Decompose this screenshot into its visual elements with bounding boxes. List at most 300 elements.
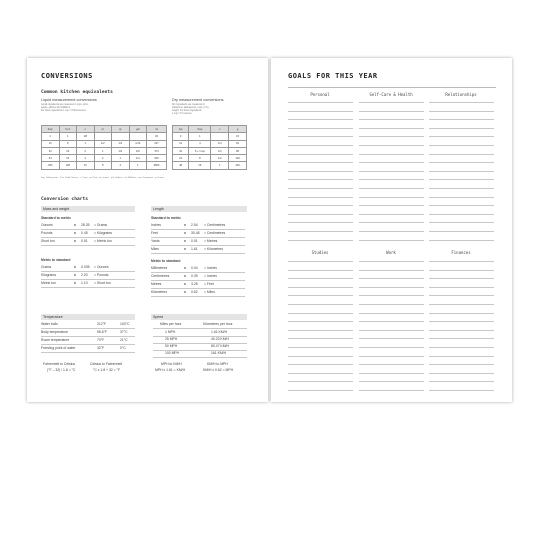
conversion-cell: Kilometres — [151, 290, 168, 294]
goal-writing-line[interactable] — [359, 270, 424, 271]
liquid-description: Liquid ingredients are measured in cups, pints, quarts, gallons and millilitres. For these ingredients 1 cup = 8 fluid ounces. — [41, 104, 89, 112]
conversion-cell: Ounces — [41, 223, 53, 227]
conversion-cell: = Metric ton — [94, 239, 112, 243]
conversion-cell: 0.04 — [191, 266, 198, 270]
goal-writing-line[interactable] — [359, 373, 424, 374]
goal-writing-line[interactable] — [429, 214, 494, 215]
conversion-cell: = Kilometres — [204, 247, 223, 251]
table-cell: 1/2 — [94, 140, 112, 147]
conversions-page — [27, 58, 268, 402]
table-cell: 4 — [189, 140, 211, 147]
table-cell: 1 — [112, 155, 130, 162]
table-cell: 256 — [42, 162, 60, 169]
speed-bar — [151, 314, 247, 320]
table-cell: fl oz — [59, 126, 77, 133]
mph-formula: MPH x 1.61 = KM/H — [155, 368, 186, 372]
conversion-cell: Centimetres — [151, 274, 170, 278]
goal-writing-line[interactable] — [359, 102, 424, 103]
conversion-cell: Feet — [151, 231, 158, 235]
table-cell: 1/3 — [211, 147, 229, 154]
table-cell: 2 — [42, 133, 60, 140]
table-cell: 1/2 — [211, 155, 229, 162]
table-cell: 32 — [42, 147, 60, 154]
goal-writing-line[interactable] — [359, 381, 424, 382]
length-s2m-label: Standard to metric — [151, 216, 181, 220]
goal-writing-line[interactable] — [429, 390, 494, 391]
temperature-bar — [41, 314, 135, 320]
temperature-title: Temperature — [43, 315, 63, 320]
goal-writing-line[interactable] — [429, 287, 494, 288]
table-cell: 15 — [229, 133, 247, 140]
goal-writing-line[interactable] — [429, 304, 494, 305]
conversion-cell: = Centimetres — [204, 231, 226, 235]
goal-writing-line[interactable] — [359, 347, 424, 348]
conversion-cell: = Inches — [204, 266, 217, 270]
table-cell: 1/16 — [129, 140, 147, 147]
conversion-cell: = Pounds — [94, 273, 109, 277]
table-cell: gal — [129, 126, 147, 133]
column-relationships: Relationships — [445, 92, 477, 97]
goal-writing-line[interactable] — [359, 188, 424, 189]
goal-writing-line[interactable] — [288, 128, 353, 129]
goal-writing-line[interactable] — [359, 128, 424, 129]
goal-writing-line[interactable] — [288, 381, 353, 382]
conversion-cell: x — [74, 223, 76, 227]
row-rule — [41, 287, 135, 288]
temperature-cell: 21°C — [120, 338, 128, 342]
table-cell: 16 — [77, 162, 95, 169]
table-cell: tsp — [173, 126, 189, 133]
goal-writing-line[interactable] — [359, 356, 424, 357]
goal-writing-line[interactable] — [288, 222, 353, 223]
goal-writing-line[interactable] — [288, 136, 353, 137]
goal-writing-line[interactable] — [359, 162, 424, 163]
goal-writing-line[interactable] — [429, 205, 494, 206]
goal-writing-line[interactable] — [429, 188, 494, 189]
title-rule — [288, 87, 496, 88]
dry-description: Dry ingredients are measured in teaspoons, tablespoons, cups, or by weight. For these ingredients 1 cup = 5.3 ounces. — [172, 104, 209, 115]
table-cell: 8 — [59, 140, 77, 147]
table-cell: 5 + 1 tsp — [189, 147, 211, 154]
table-cell: 16 — [42, 140, 60, 147]
liquid-heading: Liquid measurement conversions — [41, 98, 97, 102]
table-cell: 120 — [229, 155, 247, 162]
speed-cell: 1 MPH — [165, 330, 176, 334]
goal-writing-line[interactable] — [429, 330, 494, 331]
table-header-row — [42, 126, 167, 133]
conversion-cell: Yards — [151, 239, 160, 243]
speed-cell: 161 KM/H — [211, 351, 227, 355]
speed-cell: 40.23 KM/H — [211, 337, 229, 341]
mass-s2m-label: Standard to metric — [41, 216, 71, 220]
conversion-cell: 2.20 — [81, 273, 88, 277]
goal-writing-line[interactable] — [429, 136, 494, 137]
goal-writing-line[interactable] — [429, 240, 494, 241]
conversion-cell: = Short ton — [94, 281, 111, 285]
length-title: Length — [153, 207, 164, 212]
temperature-cell: 100°C — [120, 322, 130, 326]
mass-bar — [41, 206, 135, 212]
goal-writing-line[interactable] — [288, 330, 353, 331]
row-rule — [151, 237, 245, 238]
page-title: CONVERSIONS — [41, 72, 93, 80]
goal-writing-line[interactable] — [359, 313, 424, 314]
goal-writing-line[interactable] — [359, 136, 424, 137]
goal-writing-line[interactable] — [288, 270, 353, 271]
goal-writing-line[interactable] — [359, 304, 424, 305]
goal-writing-line[interactable] — [429, 295, 494, 296]
temperature-cell: Room temperature — [41, 338, 70, 342]
goal-writing-line[interactable] — [359, 330, 424, 331]
page-title: GOALS FOR THIS YEAR — [288, 72, 378, 80]
speed-title: Speed — [153, 315, 164, 320]
goal-writing-line[interactable] — [359, 321, 424, 322]
table-cell: 16 — [173, 147, 189, 154]
goal-writing-line[interactable] — [288, 347, 353, 348]
goal-writing-line[interactable] — [359, 338, 424, 339]
column-finances: Finances — [451, 250, 471, 255]
conversion-cell: x — [184, 231, 186, 235]
goal-writing-line[interactable] — [429, 197, 494, 198]
conversion-cell: Metric ton — [41, 281, 56, 285]
goal-writing-line[interactable] — [288, 261, 353, 262]
conversion-cell: 0.91 — [81, 239, 88, 243]
conversion-cell: x — [184, 290, 186, 294]
table-cell: 1/4 — [211, 140, 229, 147]
conversion-cell: 0.91 — [191, 239, 198, 243]
row-rule — [151, 253, 245, 254]
goal-writing-line[interactable] — [429, 145, 494, 146]
temperature-cell: 37°C — [120, 330, 128, 334]
goal-writing-line[interactable] — [359, 261, 424, 262]
f2c-formula: (°F – 32) / 1.8 = °C — [47, 368, 76, 372]
column-work: Work — [386, 250, 396, 255]
goal-writing-line[interactable] — [359, 119, 424, 120]
goal-writing-line[interactable] — [359, 111, 424, 112]
table-row — [173, 155, 247, 162]
table-cell: 8 — [189, 155, 211, 162]
goal-writing-line[interactable] — [359, 278, 424, 279]
goal-writing-line[interactable] — [429, 102, 494, 103]
conversion-cell: x — [184, 274, 186, 278]
goal-writing-line[interactable] — [288, 338, 353, 339]
goal-writing-line[interactable] — [288, 119, 353, 120]
table-cell: g — [229, 126, 247, 133]
table-cell: qt — [112, 126, 130, 133]
temperature-cell: Water boils — [41, 322, 58, 326]
row-rule — [41, 352, 135, 353]
length-m2s-label: Metric to standard — [151, 259, 181, 263]
table-cell: 4 — [112, 162, 130, 169]
table-row — [42, 133, 167, 140]
table-cell: 237 — [147, 140, 167, 147]
table-row — [42, 155, 167, 162]
conversion-cell: 0.62 — [191, 290, 198, 294]
goal-writing-line[interactable] — [429, 222, 494, 223]
conversion-cell: Inches — [151, 223, 161, 227]
table-cell: 2 — [94, 155, 112, 162]
conversion-cell: 2.54 — [191, 223, 198, 227]
goal-writing-line[interactable] — [429, 119, 494, 120]
table-cell — [129, 133, 147, 140]
goal-writing-line[interactable] — [288, 321, 353, 322]
goal-writing-line[interactable] — [288, 231, 353, 232]
conversion-cell: x — [74, 265, 76, 269]
goal-writing-line[interactable] — [288, 162, 353, 163]
conversion-cell: 3.28 — [191, 282, 198, 286]
goal-writing-line[interactable] — [288, 197, 353, 198]
conversion-cell: = Feet — [204, 282, 214, 286]
conversion-cell: 0.035 — [81, 265, 90, 269]
table-cell: 473 — [147, 147, 167, 154]
table-cell: 32 — [59, 155, 77, 162]
table-cell: 1/2 — [112, 147, 130, 154]
table-cell: 64 — [42, 155, 60, 162]
row-rule — [41, 237, 135, 238]
table-cell: 12 — [173, 140, 189, 147]
conversion-cell: = Kilograms — [94, 231, 112, 235]
goal-writing-line[interactable] — [288, 304, 353, 305]
goal-writing-line[interactable] — [359, 222, 424, 223]
conversion-cell: x — [184, 266, 186, 270]
conversion-cell: = Centimetres — [204, 223, 226, 227]
table-cell: 1 — [77, 140, 95, 147]
goal-writing-line[interactable] — [429, 261, 494, 262]
speed-cell: 100 MPH — [165, 351, 180, 355]
goal-writing-line[interactable] — [359, 145, 424, 146]
conversion-cell: 30.48 — [191, 231, 200, 235]
table-cell: 946 — [147, 155, 167, 162]
table-row — [42, 162, 167, 169]
goal-writing-line[interactable] — [359, 240, 424, 241]
temperature-cell: 32°F — [97, 346, 105, 350]
table-cell: 30 — [147, 133, 167, 140]
row-rule — [151, 296, 245, 297]
conversion-cell: x — [184, 239, 186, 243]
conversion-cell: 1.10 — [81, 281, 88, 285]
mass-m2s-label: Metric to standard — [41, 258, 71, 262]
goal-writing-line[interactable] — [288, 111, 353, 112]
goal-writing-line[interactable] — [359, 295, 424, 296]
goal-writing-line[interactable] — [288, 214, 353, 215]
conversion-cell: Miles — [151, 247, 159, 251]
speed-col1-header: Miles per hour — [160, 322, 182, 326]
goal-writing-line[interactable] — [429, 373, 494, 374]
conversion-cell: x — [184, 282, 186, 286]
row-rule — [151, 280, 245, 281]
table-cell: 1/4 — [129, 155, 147, 162]
conversion-cell: x — [74, 231, 76, 235]
mass-title: Mass and weight — [43, 207, 70, 212]
goal-writing-line[interactable] — [288, 364, 353, 365]
kitchen-equivalents-heading: Common kitchen equivalents — [41, 90, 113, 95]
conversion-cell: 28.35 — [81, 223, 90, 227]
goal-writing-line[interactable] — [429, 111, 494, 112]
table-cell: 1/4 — [112, 140, 130, 147]
table-cell: 128 — [59, 162, 77, 169]
c2f-formula: °C x 1.8 + 32 = °F — [93, 368, 121, 372]
conversion-cell: x — [74, 273, 76, 277]
temperature-cell: Freezing point of water — [41, 346, 76, 350]
goal-writing-line[interactable] — [429, 313, 494, 314]
goal-writing-line[interactable] — [359, 179, 424, 180]
goal-writing-line[interactable] — [429, 381, 494, 382]
table-row — [173, 133, 247, 140]
row-rule — [151, 245, 245, 246]
goals-page — [271, 58, 512, 402]
column-personal: Personal — [310, 92, 330, 97]
table-cell: tbsp — [42, 126, 60, 133]
goal-writing-line[interactable] — [288, 390, 353, 391]
speed-cell: 1.61 KM/H — [211, 330, 228, 334]
conversion-cell: Grams — [41, 265, 52, 269]
table-cell: c — [211, 126, 229, 133]
goal-writing-line[interactable] — [429, 154, 494, 155]
goal-writing-line[interactable] — [359, 231, 424, 232]
goal-writing-line[interactable] — [288, 240, 353, 241]
table-cell: 4 — [77, 155, 95, 162]
conversion-cell: = Grams — [94, 223, 108, 227]
goal-writing-line[interactable] — [288, 145, 353, 146]
goal-writing-line[interactable] — [288, 373, 353, 374]
conversion-cell: x — [184, 223, 186, 227]
column-studies: Studies — [311, 250, 329, 255]
row-rule — [153, 357, 247, 358]
goal-writing-line[interactable] — [288, 171, 353, 172]
table-key: Key: Tablespoons · fl oz: Fluid Ounces · c: Cups · pt: Pints · qt: Quarts · gal: Gallons · ml: Millilitres · tsp: Teaspoons · g: Grams — [41, 177, 164, 179]
table-cell: 24 — [173, 155, 189, 162]
column-self-care-health: Self-Care & Health — [369, 92, 413, 97]
table-row — [173, 140, 247, 147]
goal-writing-line[interactable] — [359, 205, 424, 206]
goal-writing-line[interactable] — [429, 347, 494, 348]
table-cell: 3 — [173, 133, 189, 140]
row-rule — [41, 245, 135, 246]
length-bar — [151, 206, 247, 212]
table-cell: tbsp — [189, 126, 211, 133]
conversion-cell: = Metres — [204, 239, 218, 243]
goal-writing-line[interactable] — [359, 364, 424, 365]
table-cell: c — [77, 126, 95, 133]
goal-writing-line[interactable] — [429, 364, 494, 365]
table-cell: 1/8 — [77, 133, 95, 140]
speed-cell: 50 MPH — [165, 344, 178, 348]
liquid-conversion-table — [41, 125, 167, 170]
dry-conversion-table — [172, 125, 247, 170]
conversion-cell: = Inches — [204, 274, 217, 278]
goal-writing-line[interactable] — [429, 171, 494, 172]
goal-writing-line[interactable] — [288, 102, 353, 103]
goal-writing-line[interactable] — [429, 231, 494, 232]
table-cell: 1 — [189, 133, 211, 140]
goal-writing-line[interactable] — [288, 356, 353, 357]
table-cell: 16 — [59, 147, 77, 154]
conversion-cell: = Ounces — [94, 265, 109, 269]
goal-writing-line[interactable] — [359, 390, 424, 391]
goal-writing-line[interactable] — [359, 287, 424, 288]
table-cell: 1 — [211, 162, 229, 169]
conversion-cell: Pounds — [41, 231, 53, 235]
conversion-cell: Millimetres — [151, 266, 168, 270]
goal-writing-line[interactable] — [429, 179, 494, 180]
conversion-cell: x — [74, 281, 76, 285]
f2c-label: Fahrenheit to Celsius — [43, 362, 76, 366]
table-cell: 3800 — [147, 162, 167, 169]
goal-writing-line[interactable] — [288, 295, 353, 296]
table-cell: 1/8 — [129, 147, 147, 154]
conversion-cell: x — [184, 247, 186, 251]
speed-cell: 25 MPH — [165, 337, 178, 341]
goal-writing-line[interactable] — [429, 356, 494, 357]
row-rule — [41, 229, 135, 230]
goal-writing-line[interactable] — [429, 321, 494, 322]
mph-label: MPH to KM/H — [161, 362, 182, 366]
table-row — [42, 140, 167, 147]
temperature-cell: Body temperature — [41, 330, 68, 334]
c2f-label: Celsius to Fahrenheit — [90, 362, 123, 366]
goal-writing-line[interactable] — [429, 338, 494, 339]
table-cell: 80 — [229, 147, 247, 154]
conversion-charts-heading: Conversion charts — [41, 197, 89, 202]
temperature-cell: 212°F — [97, 322, 107, 326]
goal-writing-line[interactable] — [429, 270, 494, 271]
speed-cell: 80.47 KM/H — [211, 344, 229, 348]
goal-writing-line[interactable] — [288, 287, 353, 288]
temperature-cell: 98.6°F — [97, 330, 108, 334]
conversion-cell: Metres — [151, 282, 162, 286]
goal-writing-line[interactable] — [288, 179, 353, 180]
table-header-row — [173, 126, 247, 133]
kmh-formula: KM/H x 0.62 = MPH — [203, 368, 234, 372]
goal-writing-line[interactable] — [288, 278, 353, 279]
table-cell: 60 — [229, 140, 247, 147]
conversion-cell: 0.39 — [191, 274, 198, 278]
table-cell: 1 — [59, 133, 77, 140]
kmh-label: KM/H to MPH — [207, 362, 228, 366]
table-cell: pt — [94, 126, 112, 133]
table-cell: 2 — [77, 147, 95, 154]
goal-writing-line[interactable] — [359, 154, 424, 155]
dry-heading: Dry measurement conversions — [172, 98, 224, 102]
conversion-cell: 0.45 — [81, 231, 88, 235]
table-cell: 1 — [94, 147, 112, 154]
table-cell — [211, 133, 229, 140]
table-cell: 240 — [229, 162, 247, 169]
conversion-cell: Short ton — [41, 239, 55, 243]
goal-writing-line[interactable] — [359, 171, 424, 172]
speed-col2-header: Kilometres per hour — [203, 322, 233, 326]
table-cell: 48 — [173, 162, 189, 169]
conversion-cell: = Miles — [204, 290, 215, 294]
goal-writing-line[interactable] — [288, 154, 353, 155]
table-cell: ml — [147, 126, 167, 133]
goal-writing-line[interactable] — [429, 128, 494, 129]
table-row — [173, 162, 247, 169]
table-cell: 1 — [129, 162, 147, 169]
temperature-cell: 70°F — [97, 338, 105, 342]
goal-writing-line[interactable] — [288, 205, 353, 206]
goal-writing-line[interactable] — [288, 313, 353, 314]
goal-writing-line[interactable] — [359, 197, 424, 198]
goal-writing-line[interactable] — [359, 214, 424, 215]
table-cell — [94, 133, 112, 140]
table-cell: 8 — [94, 162, 112, 169]
goal-writing-line[interactable] — [429, 162, 494, 163]
goal-writing-line[interactable] — [288, 188, 353, 189]
table-cell — [112, 133, 130, 140]
goal-writing-line[interactable] — [429, 278, 494, 279]
table-row — [42, 147, 167, 154]
